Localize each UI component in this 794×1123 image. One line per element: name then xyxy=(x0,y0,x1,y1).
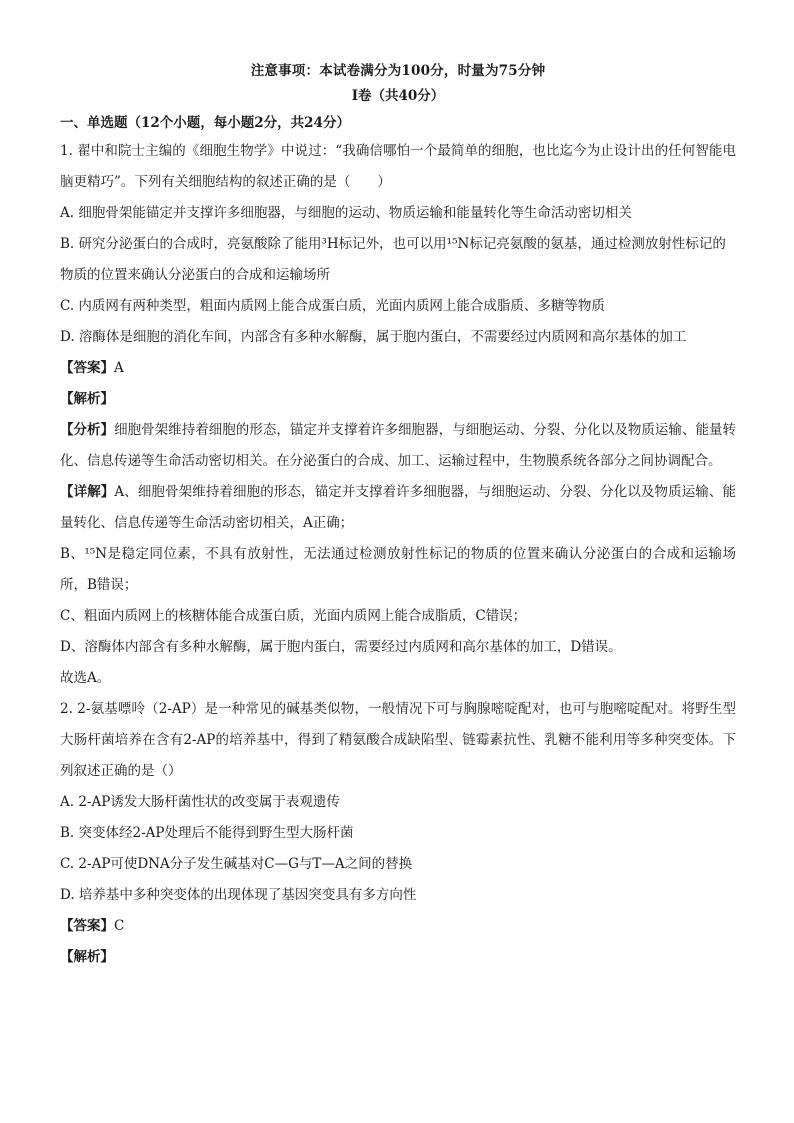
question-2-option-a: A. 2-AP诱发大肠杆菌性状的改变属于表观遗传 xyxy=(60,794,340,810)
section-title: Ⅰ卷（共40分） xyxy=(351,88,445,104)
xiangjie-label: 【详解】 xyxy=(60,484,115,500)
analysis-label: 【解析】 xyxy=(60,949,114,965)
answer-label: 【答案】 xyxy=(60,360,114,376)
answer-label: 【答案】 xyxy=(60,918,114,934)
question-1-xiangjie-a xyxy=(60,477,736,539)
exam-notice: 注意事项：本试卷满分为100分，时量为75分钟 xyxy=(250,63,546,79)
question-2-analysis-label xyxy=(60,942,736,973)
question-2-option-b: B. 突变体经2-AP处理后不能得到野生型大肠杆菌 xyxy=(60,825,354,841)
answer-value: C xyxy=(114,918,125,934)
answer-value: A xyxy=(114,360,124,376)
question-2-stem: 2. 2-氨基嘌呤（2-AP）是一种常见的碱基类似物，一般情况下可与胸腺嘧啶配对，也可与胞嘧啶配对。将野生型大肠杆菌培养在含有2-AP的培养基中，得到了精氨酸合成缺陷型、链霉素抗性、乳糖不能利用等多种突变体。下列叙述正确的是（） xyxy=(60,701,736,779)
question-2-option-c: C. 2-AP可使DNA分子发生碱基对C—G与T—A之间的替换 xyxy=(60,856,413,872)
question-1-option-b: B. 研究分泌蛋白的合成时，亮氨酸除了能用³H标记外，也可以用¹⁵N标记亮氨酸的氨基，通过检测放射性标记的物质的位置来确认分泌蛋白的合成和运输场所 xyxy=(60,236,726,283)
xiangjie-a-text: A、细胞骨架维持着细胞的形态，锚定并支撑着许多细胞器，与细胞运动、分裂、分化以及物质运输、能量转化、信息传递等生命活动密切相关，A正确； xyxy=(60,484,737,531)
question-1-option-d: D. 溶酶体是细胞的消化车间，内部含有多种水解酶，属于胞内蛋白，不需要经过内质网和高尔基体的加工 xyxy=(60,329,687,345)
question-2-answer xyxy=(60,911,736,942)
part-one-header: 一、单选题（12个小题，每小题2分，共24分） xyxy=(60,115,350,131)
question-1-option-c: C. 内质网有两种类型，粗面内质网上能合成蛋白质，光面内质网上能合成脂质、多糖等物质 xyxy=(60,298,605,314)
document-content xyxy=(60,58,736,973)
question-1-answer xyxy=(60,353,736,384)
question-1-conclusion: 故选A。 xyxy=(60,670,111,686)
fenxi-label: 【分析】 xyxy=(60,422,115,438)
question-1-fenxi xyxy=(60,415,736,477)
fenxi-text: 细胞骨架维持着细胞的形态，锚定并支撑着许多细胞器，与细胞运动、分裂、分化以及物质运输、能量转化、信息传递等生命活动密切相关。在分泌蛋白的合成、加工、运输过程中，生物膜系统各部分之间协调配合。 xyxy=(60,422,737,469)
question-1-xiangjie-c: C、粗面内质网上的核糖体能合成蛋白质，光面内质网上能合成脂质，C错误； xyxy=(60,608,527,624)
question-2-option-d: D. 培养基中多种突变体的出现体现了基因突变具有多方向性 xyxy=(60,887,417,903)
question-1-xiangjie-d: D、溶酶体内部含有多种水解酶，属于胞内蛋白，需要经过内质网和高尔基体的加工，D错误。 xyxy=(60,639,622,655)
analysis-label: 【解析】 xyxy=(60,391,114,407)
question-1-analysis-label xyxy=(60,384,736,415)
question-1-xiangjie-b: B、¹⁵N是稳定同位素，不具有放射性，无法通过检测放射性标记的物质的位置来确认分泌蛋白的合成和运输场所，B错误； xyxy=(60,546,736,593)
question-1-stem: 1. 翟中和院士主编的《细胞生物学》中说过：“我确信哪怕一个最简单的细胞，也比迄今为止设计出的任何智能电脑更精巧”。下列有关细胞结构的叙述正确的是（ ） xyxy=(60,143,736,190)
question-1-option-a: A. 细胞骨架能锚定并支撑许多细胞器，与细胞的运动、物质运输和能量转化等生命活动密切相关 xyxy=(60,205,632,221)
